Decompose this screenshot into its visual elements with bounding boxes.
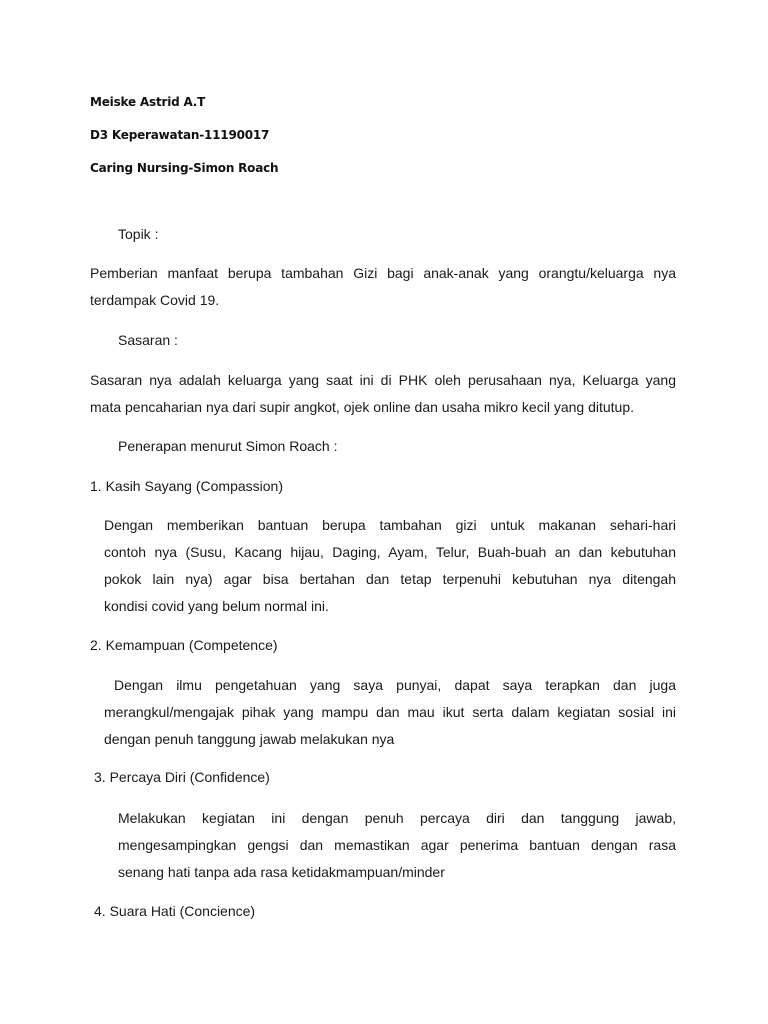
competence-paragraph xyxy=(104,675,676,756)
topik-line: terdampak Covid 19. xyxy=(90,292,220,308)
compassion-paragraph xyxy=(104,515,676,623)
item-heading-conscience: 4. Suara Hati (Concience) xyxy=(94,903,256,919)
paragraph-line: pokok lain nya) agar bisa bertahan dan tetap terpenuhi kebutuhan nya ditengah xyxy=(104,571,676,587)
item-heading-confidence: 3. Percaya Diri (Confidence) xyxy=(94,769,270,785)
sasaran-label: Sasaran : xyxy=(118,332,178,348)
paragraph-line: contoh nya (Susu, Kacang hijau, Daging, Ayam, Telur, Buah-buah an dan kebutuhan xyxy=(104,544,676,560)
item-heading-compassion: 1. Kasih Sayang (Compassion) xyxy=(90,478,283,494)
paragraph-line: merangkul/mengajak pihak yang mampu dan mau ikut serta dalam kegiatan sosial ini xyxy=(104,704,676,720)
paragraph-line: Dengan ilmu pengetahuan yang saya punyai, dapat saya terapkan dan juga xyxy=(114,677,676,693)
sasaran-paragraph xyxy=(90,370,676,424)
topik-paragraph xyxy=(90,263,676,317)
author-program: D3 Keperawatan-11190017 xyxy=(90,128,270,142)
author-name: Meiske Astrid A.T xyxy=(90,95,206,109)
item-heading-competence: 2. Kemampuan (Competence) xyxy=(90,637,278,653)
paragraph-line: Melakukan kegiatan ini dengan penuh percaya diri dan tanggung jawab, xyxy=(118,810,676,826)
sasaran-line: mata pencaharian nya dari supir angkot, ojek online dan usaha mikro kecil yang ditutup. xyxy=(90,399,634,415)
topik-line: Pemberian manfaat berupa tambahan Gizi bagi anak-anak yang orangtu/keluarga nya xyxy=(90,265,676,281)
paragraph-line: Dengan memberikan bantuan berupa tambahan gizi untuk makanan sehari-hari xyxy=(104,517,676,533)
confidence-paragraph xyxy=(118,808,676,889)
sasaran-line: Sasaran nya adalah keluarga yang saat ini di PHK oleh perusahaan nya, Keluarga yang xyxy=(90,372,676,388)
penerapan-label: Penerapan menurut Simon Roach : xyxy=(118,438,338,454)
paragraph-line: mengesampingkan gengsi dan memastikan agar penerima bantuan dengan rasa xyxy=(118,837,676,853)
course-title: Caring Nursing-Simon Roach xyxy=(90,161,279,175)
paragraph-line: dengan penuh tanggung jawab melakukan nya xyxy=(104,731,395,747)
topik-label: Topik : xyxy=(118,226,159,242)
paragraph-line: kondisi covid yang belum normal ini. xyxy=(104,598,329,614)
paragraph-line: senang hati tanpa ada rasa ketidakmampuan/minder xyxy=(118,864,445,880)
